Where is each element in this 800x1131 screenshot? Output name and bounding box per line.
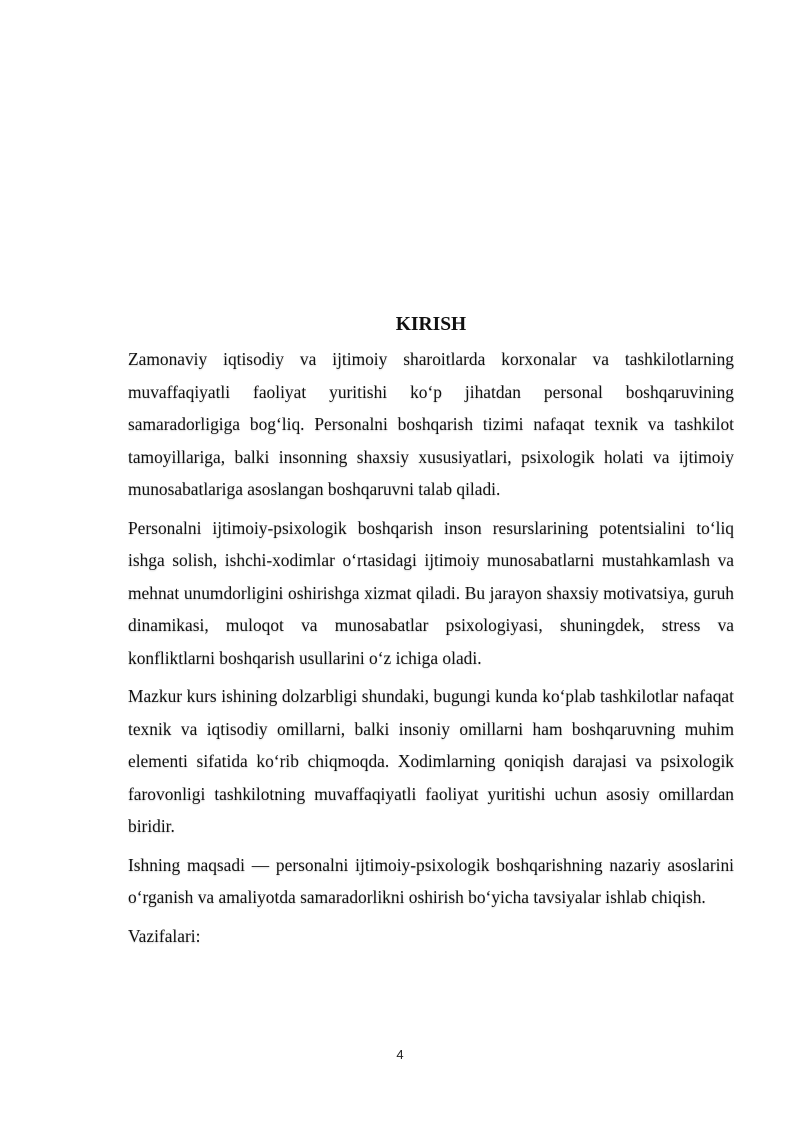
intro-paragraph-3: Mazkur kurs ishining dolzarbligi shundaki, bugungi kunda ko‘plab tashkilotlar nafaqat texnik va iqtisodiy omillarni, balki insoniy omillarni ham boshqaruvning muhim elementi sifatida ko‘rib chiqmoqda. Xodimlarning qoniqish darajasi va psixologik farovonligi tashkilotning muvaffaqiyatli faoliyat yuritishi uchun asosiy omillardan biridir. (128, 686, 734, 836)
intro-paragraph-2: Personalni ijtimoiy-psixologik boshqarish inson resurslarining potentsialini to‘liq ishga solish, ishchi-xodimlar o‘rtasidagi ijtimoiy munosabatlarni mustahkamlash va mehnat unumdorligini oshirishga xizmat qiladi. Bu jarayon shaxsiy motivatsiya, guruh dinamikasi, muloqot va munosabatlar psixologiyasi, shuningdek, stress va konfliktlarni boshqarish usullarini o‘z ichiga oladi. (128, 517, 734, 668)
tasks-label: Vazifalari: (128, 925, 201, 946)
goal-paragraph: Ishning maqsadi — personalni ijtimoiy-psixologik boshqarishning nazariy asoslarini o‘rganish va amaliyotda samaradorlikni oshirish bo‘yicha tavsiyalar ishlab chiqish. (128, 854, 734, 907)
page-content (128, 309, 734, 958)
section-heading: KIRISH (395, 314, 467, 335)
intro-paragraph-1: Zamonaviy iqtisodiy va ijtimoiy sharoitlarda korxonalar va tashkilotlarning muvaffaqiyatli faoliyat yuritishi ko‘p jihatdan personal boshqaruvining samaradorligiga bog‘liq. Personalni boshqarish tizimi nafaqat texnik va tashkilot tamoyillariga, balki insonning shaxsiy xususiyatlari, psixologik holati va ijtimoiy munosabatlariga asoslangan boshqaruvni talab qiladi. (128, 349, 734, 499)
page-number: 4 (396, 1047, 404, 1062)
